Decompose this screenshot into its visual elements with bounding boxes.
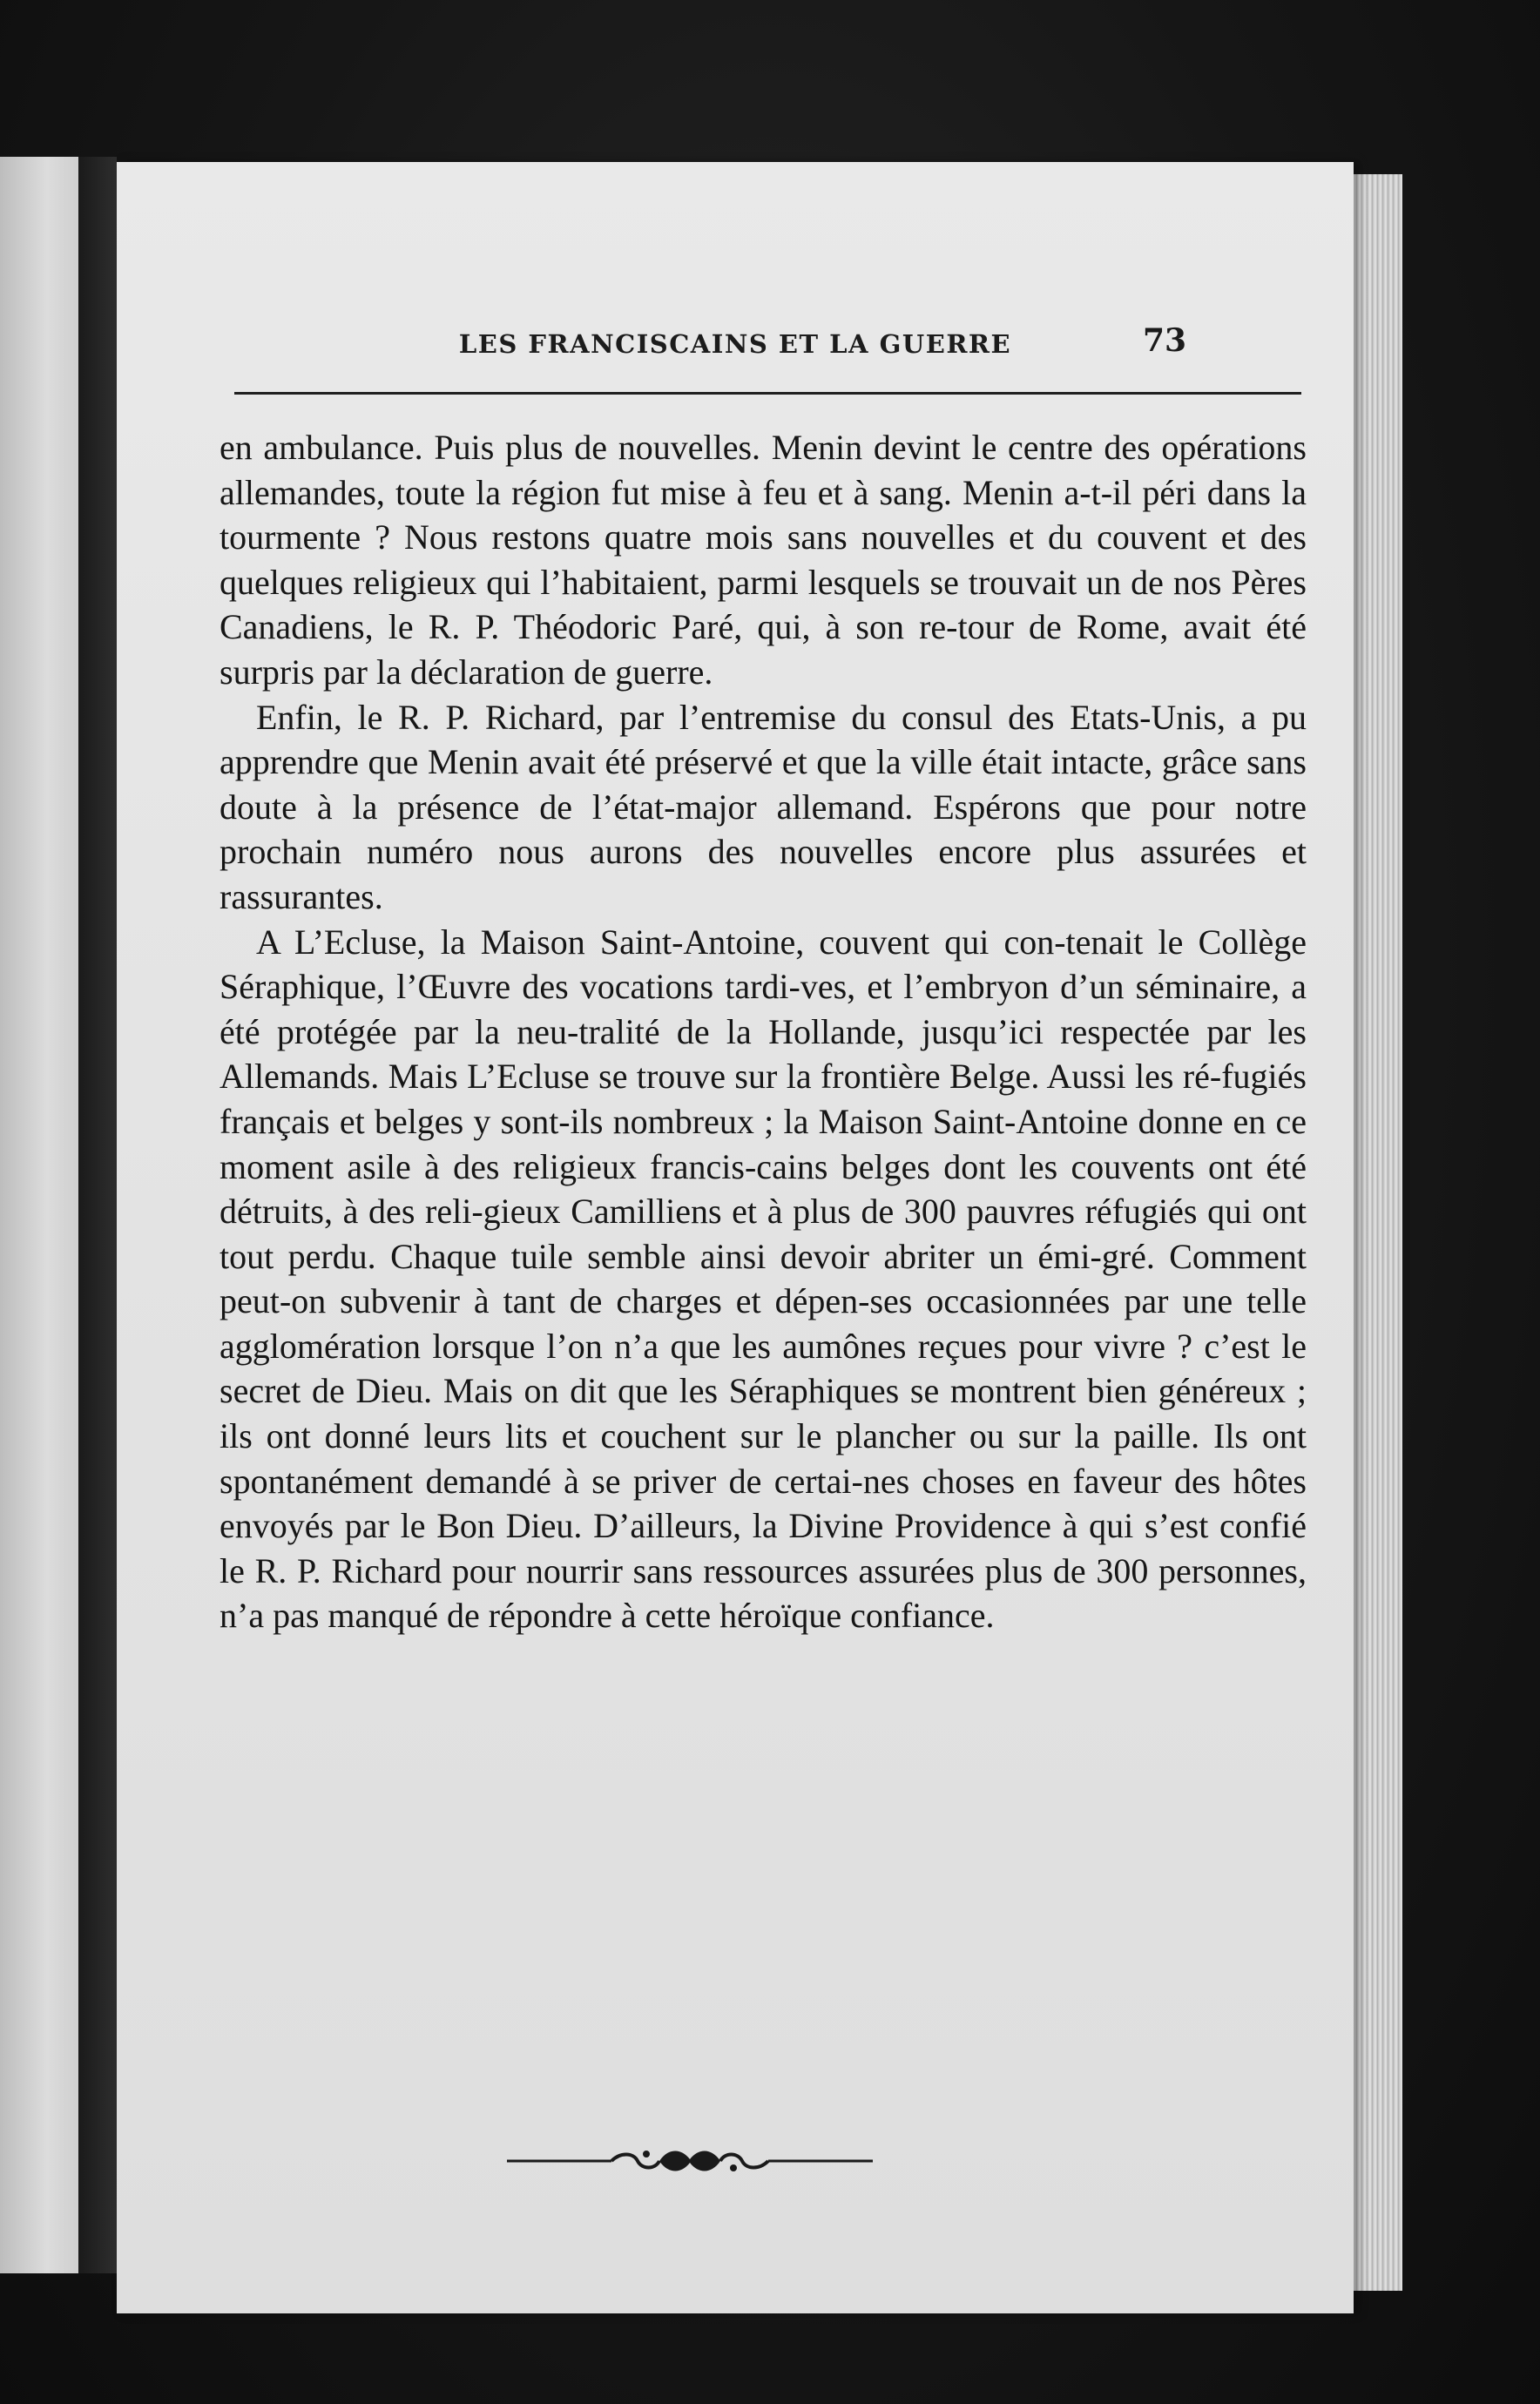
paragraph-3: A L’Ecluse, la Maison Saint-Antoine, couvent qui con-tenait le Collège Séraphique, l’Œuvre des vocations tardi-ves, et l’embryon d’un séminaire, a été protégée par la neu-tralité de la Hollande, jusqu’ici respectée par les Allemands. Mais L’Ecluse se trouve sur la frontière Belge. Aussi les ré-fugiés français et belges y sont-ils nombreux ; la Maison Saint-Antoine donne en ce moment asile à des religieux francis-cains belges dont les couvents ont été détruits, à des reli-gieux Camilliens et à plus de 300 pauvres réfugiés qui ont tout perdu. Chaque tuile semble ainsi devoir abriter un émi-gré. Comment peut-on subvenir à tant de charges et dépen-ses occasionnées par une telle agglomération lorsque l’on n’a que les aumônes reçues pour vivre ? c’est le secret de Dieu. Mais on dit que les Séraphiques se montrent bien généreux ; ils ont donné leurs lits et couchent sur le plancher ou sur la paille. Ils ont spontanément demandé à se priver de certai-nes choses en faveur des hôtes envoyés par le Bon Dieu. D’ailleurs, la Divine Providence à qui s’est confié le R. P. Richard pour nourrir sans ressources assurées plus de 300 personnes, n’a pas manqué de répondre à cette héroïque confiance. (220, 922, 1307, 1636)
book-gutter (78, 157, 117, 2273)
header-rule (234, 392, 1301, 395)
fleuron-divider-icon (507, 2144, 873, 2178)
book-page (117, 162, 1354, 2313)
body-text (220, 425, 1307, 1638)
running-title: LES FRANCISCAINS ET LA GUERRE (458, 329, 1012, 359)
paragraph-2: Enfin, le R. P. Richard, par l’entremise du consul des Etats-Unis, a pu apprendre que Menin avait été préservé et que la ville était intacte, grâce sans doute à la présence de l’état-major allemand. Espérons que pour notre prochain numéro nous aurons des nouvelles encore plus assurées et rassurantes. (220, 697, 1307, 916)
page-number: 73 (1143, 322, 1187, 359)
facing-page-edge (0, 157, 78, 2273)
paragraph-1: en ambulance. Puis plus de nouvelles. Menin devint le centre des opérations allemandes, toute la région fut mise à feu et à sang. Menin a-t-il péri dans la tourmente ? Nous restons quatre mois sans nouvelles et du couvent et des quelques religieux qui l’habitaient, parmi lesquels se trouvait un de nos Pères Canadiens, le R. P. Théodoric Paré, qui, à son re-tour de Rome, avait été surpris par la déclaration de guerre. (220, 428, 1307, 692)
